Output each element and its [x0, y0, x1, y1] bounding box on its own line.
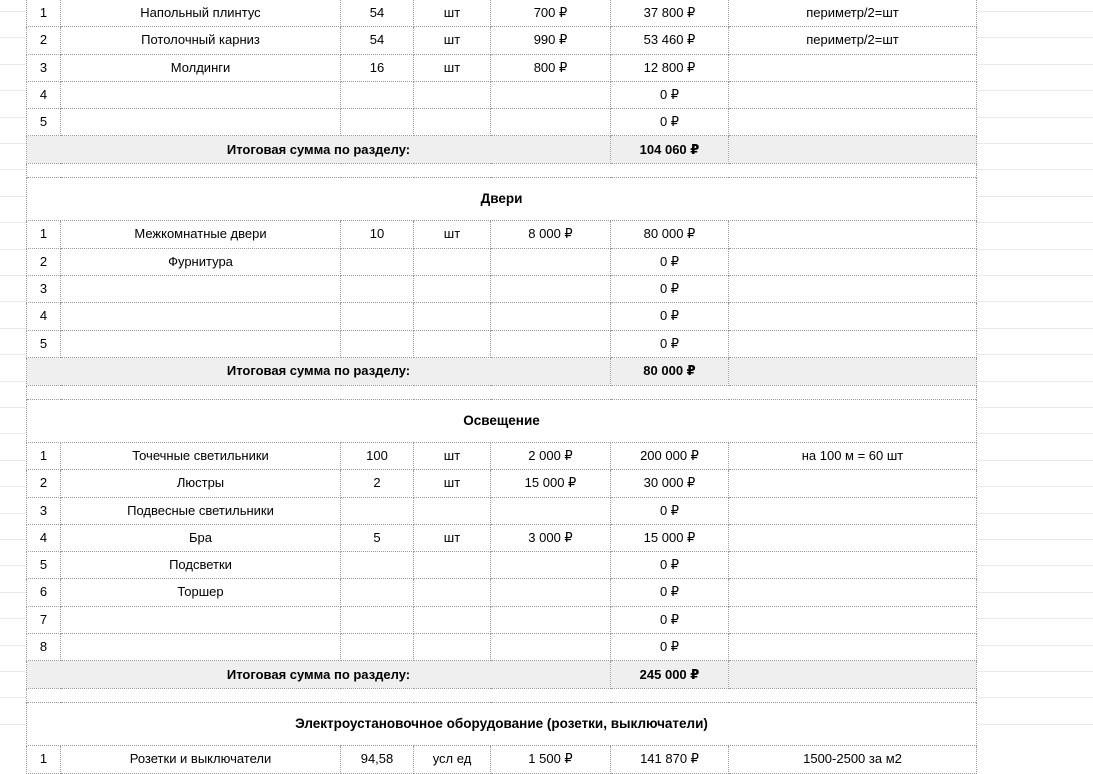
cell-num[interactable]: 1 — [27, 442, 61, 469]
cell-sum[interactable]: 0 ₽ — [611, 552, 729, 579]
cell-sum[interactable]: 80 000 ₽ — [611, 221, 729, 248]
cell-sum[interactable]: 37 800 ₽ — [611, 0, 729, 27]
table-row[interactable] — [27, 552, 977, 579]
cell-qty[interactable] — [341, 606, 414, 633]
cell-num[interactable]: 3 — [27, 497, 61, 524]
cell-price[interactable] — [491, 579, 611, 606]
cell-price[interactable] — [491, 109, 611, 136]
section-total-value: 104 060 ₽ — [611, 136, 729, 164]
cell-name[interactable]: Межкомнатные двери — [61, 221, 341, 248]
cell-sum[interactable]: 0 ₽ — [611, 303, 729, 330]
cell-num[interactable]: 5 — [27, 552, 61, 579]
cell-qty[interactable] — [341, 579, 414, 606]
section-total-blank-cell — [729, 661, 977, 689]
cell-unit[interactable] — [414, 81, 491, 108]
cell-num[interactable]: 2 — [27, 27, 61, 54]
cell-name[interactable]: Подсветки — [61, 552, 341, 579]
table-row[interactable] — [27, 606, 977, 633]
cell-name[interactable] — [61, 606, 341, 633]
table-row[interactable] — [27, 524, 977, 551]
cell-price[interactable]: 700 ₽ — [491, 0, 611, 27]
cell-unit[interactable]: шт — [414, 221, 491, 248]
cell-unit[interactable]: шт — [414, 27, 491, 54]
cell-price[interactable] — [491, 606, 611, 633]
cell-unit[interactable]: шт — [414, 0, 491, 27]
cell-price[interactable] — [491, 248, 611, 275]
cell-note[interactable]: 1500-2500 за м2 — [729, 746, 977, 773]
cell-note[interactable]: периметр/2=шт — [729, 0, 977, 27]
table-row[interactable] — [27, 27, 977, 54]
cell-unit[interactable] — [414, 303, 491, 330]
cell-sum[interactable]: 0 ₽ — [611, 579, 729, 606]
estimate-table-container — [26, 0, 976, 774]
table-row[interactable] — [27, 109, 977, 136]
cell-note[interactable] — [729, 579, 977, 606]
cell-unit[interactable] — [414, 330, 491, 357]
cell-unit[interactable] — [414, 497, 491, 524]
table-row[interactable] — [27, 0, 977, 27]
cell-note[interactable] — [729, 54, 977, 81]
estimate-table — [26, 0, 977, 774]
cell-qty[interactable] — [341, 248, 414, 275]
cell-price[interactable] — [491, 303, 611, 330]
cell-note[interactable] — [729, 606, 977, 633]
cell-unit[interactable]: шт — [414, 54, 491, 81]
table-row[interactable] — [27, 497, 977, 524]
cell-price[interactable]: 15 000 ₽ — [491, 470, 611, 497]
cell-qty[interactable] — [341, 552, 414, 579]
table-row[interactable] — [27, 276, 977, 303]
section-spacer-cell — [27, 385, 977, 399]
cell-sum[interactable]: 15 000 ₽ — [611, 524, 729, 551]
cell-qty[interactable]: 5 — [341, 524, 414, 551]
cell-note[interactable] — [729, 221, 977, 248]
cell-qty[interactable] — [341, 330, 414, 357]
section-total-row — [27, 357, 977, 385]
section-title: Двери — [27, 178, 977, 221]
cell-price[interactable] — [491, 276, 611, 303]
section-spacer-row — [27, 385, 977, 399]
section-spacer-row — [27, 689, 977, 703]
cell-note[interactable] — [729, 81, 977, 108]
section-total-label: Итоговая сумма по разделу: — [27, 136, 611, 164]
section-title-row — [27, 703, 977, 746]
cell-unit[interactable]: шт — [414, 470, 491, 497]
cell-unit[interactable]: усл ед — [414, 746, 491, 773]
section-spacer-cell — [27, 164, 977, 178]
cell-price[interactable] — [491, 634, 611, 661]
cell-num[interactable]: 1 — [27, 221, 61, 248]
cell-sum[interactable]: 0 ₽ — [611, 330, 729, 357]
table-row[interactable] — [27, 634, 977, 661]
section-total-value: 245 000 ₽ — [611, 661, 729, 689]
cell-name[interactable]: Точечные светильники — [61, 442, 341, 469]
cell-num[interactable]: 6 — [27, 579, 61, 606]
cell-note[interactable] — [729, 303, 977, 330]
cell-num[interactable]: 3 — [27, 276, 61, 303]
cell-name[interactable]: Фурнитура — [61, 248, 341, 275]
cell-note[interactable] — [729, 470, 977, 497]
cell-price[interactable] — [491, 552, 611, 579]
cell-price[interactable]: 3 000 ₽ — [491, 524, 611, 551]
cell-note[interactable]: на 100 м = 60 шт — [729, 442, 977, 469]
cell-name[interactable] — [61, 109, 341, 136]
table-row[interactable] — [27, 442, 977, 469]
cell-note[interactable] — [729, 524, 977, 551]
cell-name[interactable] — [61, 330, 341, 357]
cell-qty[interactable]: 2 — [341, 470, 414, 497]
section-total-blank-cell — [729, 357, 977, 385]
section-spacer-cell — [27, 689, 977, 703]
cell-unit[interactable] — [414, 606, 491, 633]
cell-num[interactable]: 1 — [27, 0, 61, 27]
section-total-row — [27, 661, 977, 689]
cell-num[interactable]: 3 — [27, 54, 61, 81]
cell-name[interactable] — [61, 634, 341, 661]
cell-unit[interactable]: шт — [414, 524, 491, 551]
cell-sum[interactable]: 141 870 ₽ — [611, 746, 729, 773]
section-total-value: 80 000 ₽ — [611, 357, 729, 385]
section-title: Освещение — [27, 399, 977, 442]
cell-unit[interactable] — [414, 579, 491, 606]
cell-sum[interactable]: 0 ₽ — [611, 634, 729, 661]
table-row[interactable] — [27, 221, 977, 248]
table-row[interactable] — [27, 746, 977, 773]
cell-qty[interactable]: 16 — [341, 54, 414, 81]
section-title-row — [27, 178, 977, 221]
estimate-table-body — [27, 0, 977, 773]
cell-note[interactable] — [729, 276, 977, 303]
cell-name[interactable]: Подвесные светильники — [61, 497, 341, 524]
cell-qty[interactable] — [341, 81, 414, 108]
cell-note[interactable] — [729, 634, 977, 661]
cell-note[interactable] — [729, 497, 977, 524]
section-spacer-row — [27, 164, 977, 178]
cell-sum[interactable]: 0 ₽ — [611, 81, 729, 108]
cell-num[interactable]: 7 — [27, 606, 61, 633]
cell-num[interactable]: 5 — [27, 330, 61, 357]
cell-name[interactable]: Розетки и выключатели — [61, 746, 341, 773]
cell-price[interactable] — [491, 330, 611, 357]
cell-qty[interactable]: 10 — [341, 221, 414, 248]
cell-sum[interactable]: 0 ₽ — [611, 497, 729, 524]
cell-name[interactable]: Напольный плинтус — [61, 0, 341, 27]
cell-name[interactable]: Торшер — [61, 579, 341, 606]
cell-unit[interactable] — [414, 109, 491, 136]
cell-num[interactable]: 2 — [27, 470, 61, 497]
cell-price[interactable]: 990 ₽ — [491, 27, 611, 54]
cell-num[interactable]: 4 — [27, 524, 61, 551]
cell-sum[interactable]: 30 000 ₽ — [611, 470, 729, 497]
cell-price[interactable]: 1 500 ₽ — [491, 746, 611, 773]
cell-qty[interactable]: 94,58 — [341, 746, 414, 773]
section-total-row — [27, 136, 977, 164]
cell-sum[interactable]: 0 ₽ — [611, 109, 729, 136]
table-row[interactable] — [27, 81, 977, 108]
cell-qty[interactable] — [341, 109, 414, 136]
cell-note[interactable] — [729, 330, 977, 357]
cell-num[interactable]: 2 — [27, 248, 61, 275]
cell-sum[interactable]: 0 ₽ — [611, 606, 729, 633]
cell-price[interactable]: 2 000 ₽ — [491, 442, 611, 469]
cell-price[interactable]: 800 ₽ — [491, 54, 611, 81]
cell-unit[interactable] — [414, 552, 491, 579]
section-total-label: Итоговая сумма по разделу: — [27, 357, 611, 385]
cell-sum[interactable]: 200 000 ₽ — [611, 442, 729, 469]
cell-name[interactable] — [61, 81, 341, 108]
cell-qty[interactable]: 100 — [341, 442, 414, 469]
section-total-blank-cell — [729, 136, 977, 164]
cell-qty[interactable] — [341, 276, 414, 303]
cell-unit[interactable]: шт — [414, 442, 491, 469]
cell-name[interactable]: Потолочный карниз — [61, 27, 341, 54]
cell-qty[interactable] — [341, 634, 414, 661]
cell-price[interactable]: 8 000 ₽ — [491, 221, 611, 248]
cell-unit[interactable] — [414, 634, 491, 661]
cell-sum[interactable]: 53 460 ₽ — [611, 27, 729, 54]
cell-note[interactable] — [729, 109, 977, 136]
cell-name[interactable] — [61, 303, 341, 330]
cell-price[interactable] — [491, 497, 611, 524]
cell-qty[interactable]: 54 — [341, 27, 414, 54]
cell-name[interactable] — [61, 276, 341, 303]
cell-unit[interactable] — [414, 276, 491, 303]
cell-qty[interactable]: 54 — [341, 0, 414, 27]
cell-num[interactable]: 1 — [27, 746, 61, 773]
cell-name[interactable]: Люстры — [61, 470, 341, 497]
cell-note[interactable] — [729, 248, 977, 275]
section-title-row — [27, 399, 977, 442]
cell-sum[interactable]: 0 ₽ — [611, 276, 729, 303]
cell-price[interactable] — [491, 81, 611, 108]
cell-qty[interactable] — [341, 497, 414, 524]
table-row[interactable] — [27, 303, 977, 330]
cell-num[interactable]: 4 — [27, 81, 61, 108]
cell-name[interactable]: Молдинги — [61, 54, 341, 81]
cell-sum[interactable]: 12 800 ₽ — [611, 54, 729, 81]
cell-name[interactable]: Бра — [61, 524, 341, 551]
cell-note[interactable]: периметр/2=шт — [729, 27, 977, 54]
table-row[interactable] — [27, 330, 977, 357]
cell-unit[interactable] — [414, 248, 491, 275]
cell-note[interactable] — [729, 552, 977, 579]
section-title: Электроустановочное оборудование (розетки, выключатели) — [27, 703, 977, 746]
cell-qty[interactable] — [341, 303, 414, 330]
table-row[interactable] — [27, 248, 977, 275]
table-row[interactable] — [27, 579, 977, 606]
cell-num[interactable]: 8 — [27, 634, 61, 661]
section-total-label: Итоговая сумма по разделу: — [27, 661, 611, 689]
cell-num[interactable]: 5 — [27, 109, 61, 136]
cell-sum[interactable]: 0 ₽ — [611, 248, 729, 275]
cell-num[interactable]: 4 — [27, 303, 61, 330]
table-row[interactable] — [27, 470, 977, 497]
table-row[interactable] — [27, 54, 977, 81]
